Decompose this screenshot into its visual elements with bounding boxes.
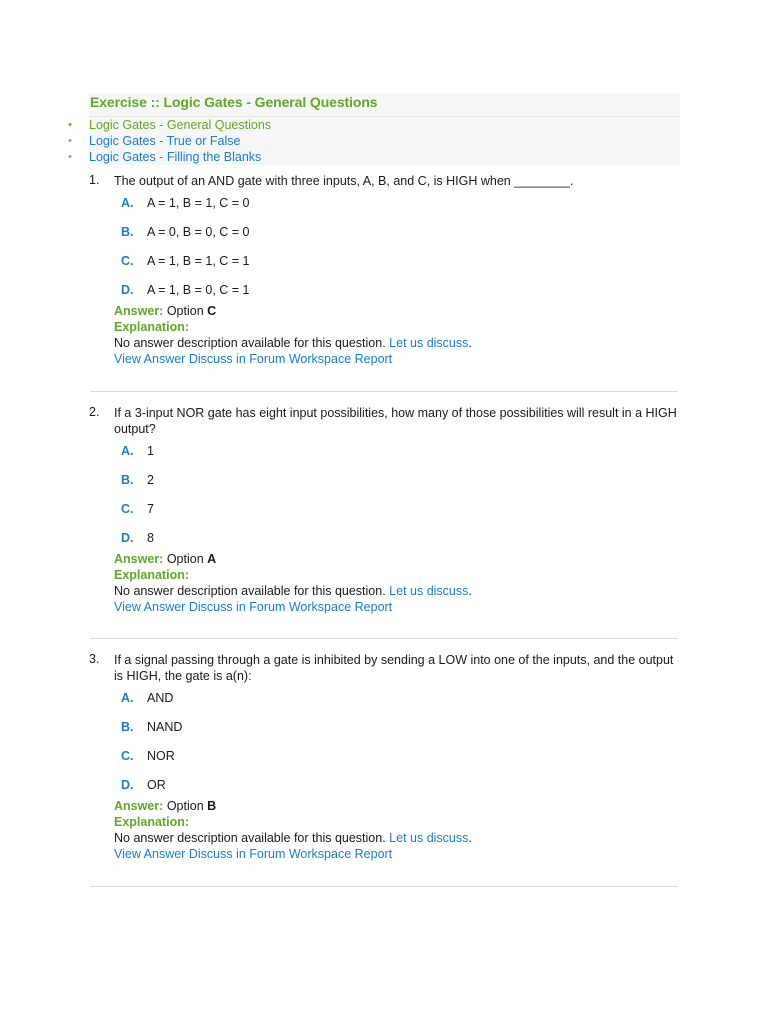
option-text: 1 — [147, 444, 154, 458]
option-text: A = 0, B = 0, C = 0 — [147, 225, 250, 239]
option-d[interactable] — [114, 530, 679, 559]
topic-link-filling-the-blanks[interactable]: Logic Gates - Filling the Blanks — [89, 150, 262, 164]
explanation-label: Explanation: — [114, 815, 190, 829]
divider — [90, 638, 678, 639]
report-link[interactable]: Report — [354, 352, 393, 366]
view-answer-link[interactable]: View Answer — [114, 847, 186, 861]
explanation-label: Explanation: — [114, 568, 190, 582]
option-letter: A. — [121, 196, 134, 210]
workspace-link[interactable]: Workspace — [288, 352, 352, 366]
discuss-in-forum-link[interactable]: Discuss in Forum — [188, 600, 286, 614]
let-us-discuss-link[interactable]: Let us discuss — [389, 336, 469, 350]
option-c[interactable] — [114, 501, 679, 530]
divider — [90, 391, 678, 392]
option-text: 8 — [147, 531, 154, 545]
option-c[interactable] — [114, 253, 679, 282]
option-letter: B. — [121, 720, 134, 734]
question-text: If a signal passing through a gate is inhibited by sending a LOW into one of the inputs, and the output is HIGH, the gate is a(n): — [114, 653, 674, 683]
topic-link-true-or-false[interactable]: Logic Gates - True or False — [89, 134, 241, 148]
option-b[interactable] — [114, 719, 679, 748]
option-letter: D. — [121, 531, 134, 545]
question-number: 2. — [89, 405, 100, 419]
option-letter: A. — [121, 691, 134, 705]
bullet-icon: • — [68, 119, 72, 131]
no-description-text: No answer description available for this question. — [114, 584, 386, 598]
option-a[interactable] — [114, 690, 679, 719]
period: . — [468, 831, 472, 845]
page-title: Exercise :: Logic Gates - General Questions — [90, 94, 378, 110]
option-letter: D. — [121, 778, 134, 792]
answer-value: C — [207, 304, 217, 318]
workspace-link[interactable]: Workspace — [288, 847, 352, 861]
topic-item-true-or-false — [68, 133, 680, 149]
option-text: A = 1, B = 1, C = 1 — [147, 254, 250, 268]
option-text: OR — [147, 778, 166, 792]
option-letter: D. — [121, 283, 134, 297]
no-description-text: No answer description available for this question. — [114, 336, 386, 350]
option-letter: C. — [121, 254, 134, 268]
topic-nav — [68, 116, 680, 165]
topic-item-filling-the-blanks — [68, 149, 680, 165]
question-3 — [89, 652, 679, 862]
answer-block — [114, 551, 679, 615]
explanation-label: Explanation: — [114, 320, 190, 334]
question-text: If a 3-input NOR gate has eight input possibilities, how many of those possibilities will result in a HIGH output? — [114, 406, 677, 436]
explanation-text — [114, 830, 679, 846]
answer-block — [114, 798, 679, 862]
answer-block — [114, 303, 679, 367]
action-links — [114, 599, 679, 615]
option-c[interactable] — [114, 748, 679, 777]
discuss-in-forum-link[interactable]: Discuss in Forum — [188, 352, 286, 366]
option-word: Option — [166, 552, 204, 566]
option-word: Option — [166, 799, 204, 813]
option-text: NAND — [147, 720, 183, 734]
no-description-text: No answer description available for this question. — [114, 831, 386, 845]
question-1 — [89, 173, 679, 367]
option-text: A = 1, B = 1, C = 0 — [147, 196, 250, 210]
bullet-icon: • — [68, 151, 72, 163]
option-text: NOR — [147, 749, 175, 763]
bullet-icon: • — [68, 135, 72, 147]
option-letter: B. — [121, 473, 134, 487]
question-2 — [89, 405, 679, 615]
answer-label: Answer: — [114, 304, 164, 318]
report-link[interactable]: Report — [354, 847, 393, 861]
option-b[interactable] — [114, 472, 679, 501]
answer-label: Answer: — [114, 799, 164, 813]
workspace-link[interactable]: Workspace — [288, 600, 352, 614]
option-a[interactable] — [114, 195, 679, 224]
view-answer-link[interactable]: View Answer — [114, 600, 186, 614]
option-letter: C. — [121, 749, 134, 763]
topic-item-general-questions — [68, 117, 680, 133]
explanation-text — [114, 335, 679, 351]
topic-list — [68, 117, 680, 165]
answer-value: B — [207, 799, 217, 813]
period: . — [468, 584, 472, 598]
option-d[interactable] — [114, 282, 679, 311]
question-number: 1. — [89, 173, 100, 187]
option-text: 2 — [147, 473, 154, 487]
option-text: 7 — [147, 502, 154, 516]
option-list — [114, 443, 679, 559]
question-number: 3. — [89, 652, 100, 666]
question-text: The output of an AND gate with three inputs, A, B, and C, is HIGH when ________. — [114, 174, 574, 188]
answer-value: A — [207, 552, 217, 566]
answer-label: Answer: — [114, 552, 164, 566]
option-list — [114, 195, 679, 311]
option-text: A = 1, B = 0, C = 1 — [147, 283, 250, 297]
let-us-discuss-link[interactable]: Let us discuss — [389, 584, 469, 598]
option-a[interactable] — [114, 443, 679, 472]
divider — [90, 886, 678, 887]
discuss-in-forum-link[interactable]: Discuss in Forum — [188, 847, 286, 861]
option-letter: B. — [121, 225, 134, 239]
option-b[interactable] — [114, 224, 679, 253]
view-answer-link[interactable]: View Answer — [114, 352, 186, 366]
option-list — [114, 690, 679, 806]
explanation-text — [114, 583, 679, 599]
let-us-discuss-link[interactable]: Let us discuss — [389, 831, 469, 845]
option-text: AND — [147, 691, 174, 705]
option-letter: A. — [121, 444, 134, 458]
report-link[interactable]: Report — [354, 600, 393, 614]
option-d[interactable] — [114, 777, 679, 806]
topic-link-general-questions[interactable]: Logic Gates - General Questions — [89, 118, 272, 132]
action-links — [114, 351, 679, 367]
action-links — [114, 846, 679, 862]
option-word: Option — [166, 304, 204, 318]
period: . — [468, 336, 472, 350]
page-header — [89, 93, 680, 116]
option-letter: C. — [121, 502, 134, 516]
